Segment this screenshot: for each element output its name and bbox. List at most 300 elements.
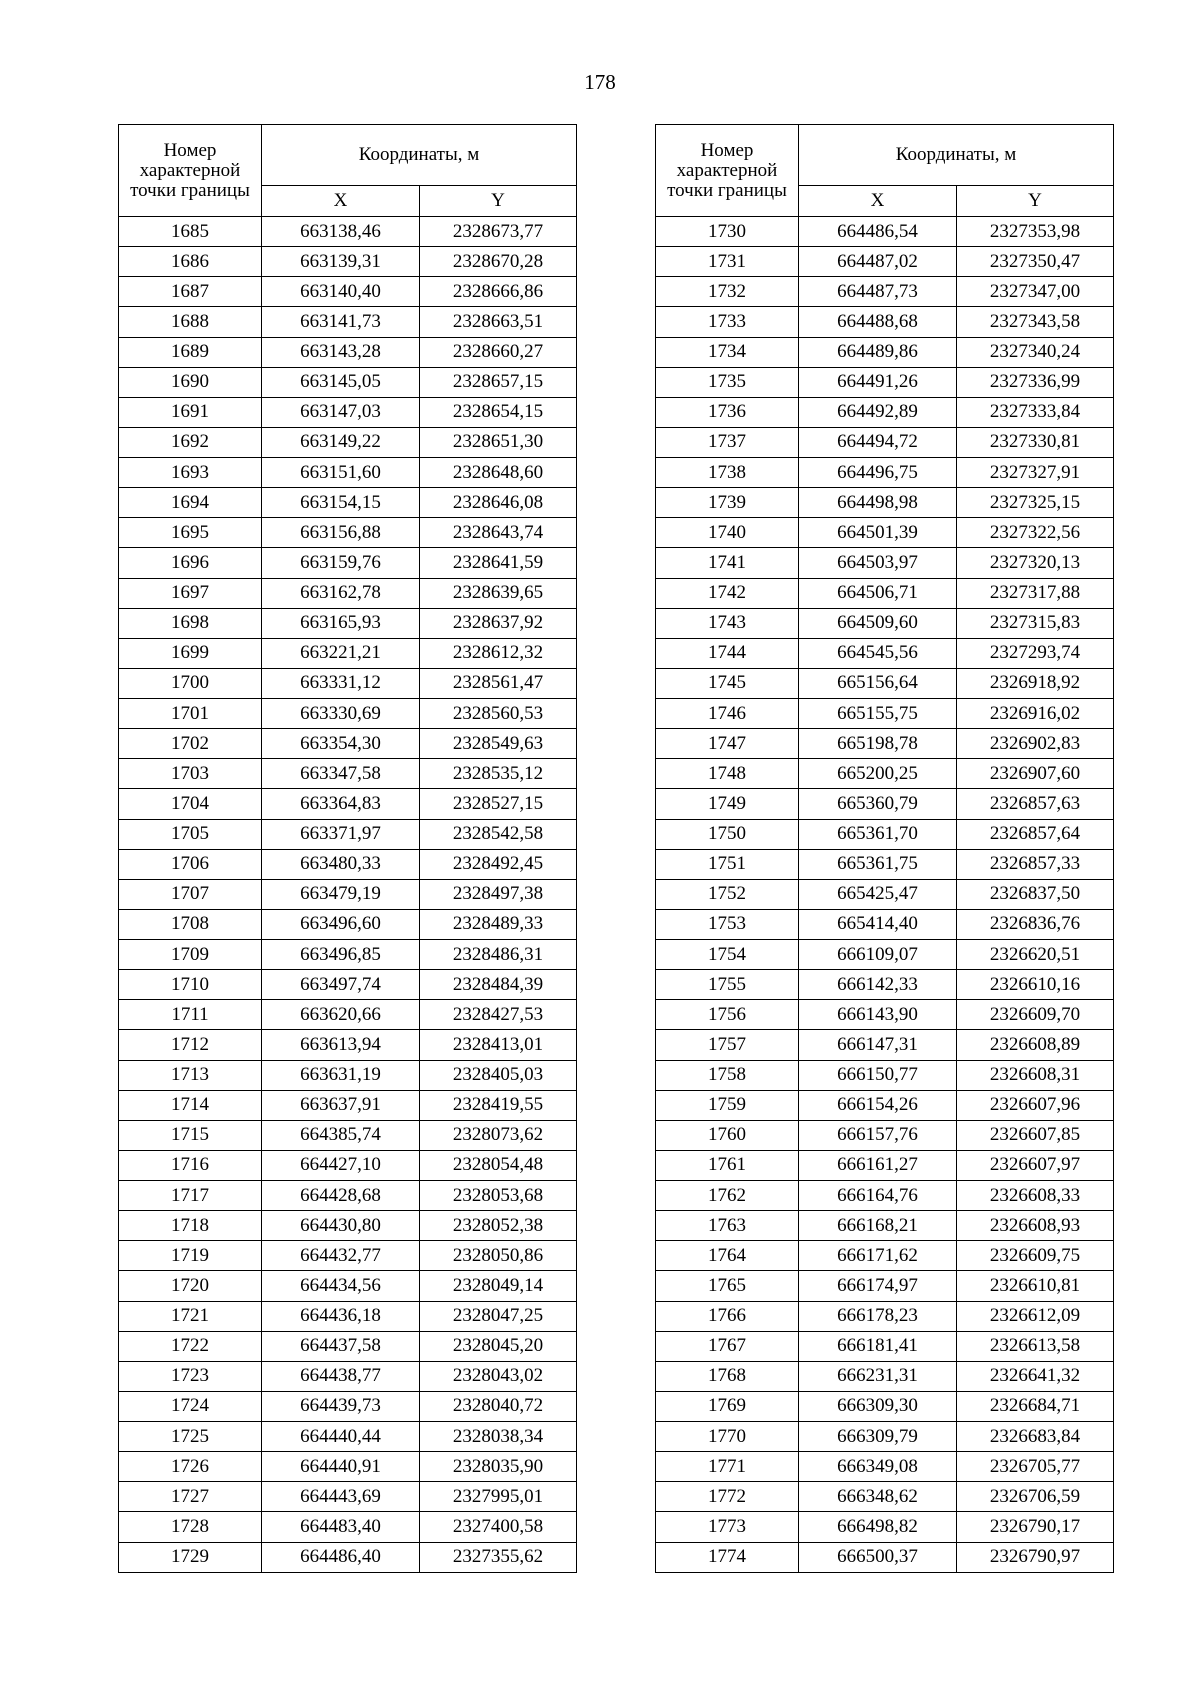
- table-row: [656, 1181, 1114, 1211]
- table-row: [119, 1422, 577, 1452]
- x-coordinate-cell: 663364,83: [262, 789, 420, 819]
- x-coordinate-cell: 664487,02: [799, 247, 957, 277]
- point-number-cell: 1737: [656, 427, 799, 457]
- y-coordinate-cell: 2328413,01: [420, 1030, 577, 1060]
- x-coordinate-cell: 666171,62: [799, 1241, 957, 1271]
- table-row: [119, 1331, 577, 1361]
- table-row: [656, 759, 1114, 789]
- point-number-cell: 1751: [656, 849, 799, 879]
- point-number-cell: 1692: [119, 427, 262, 457]
- x-coordinate-cell: 666143,90: [799, 1000, 957, 1030]
- table-row: [656, 548, 1114, 578]
- y-coordinate-cell: 2326607,85: [957, 1120, 1114, 1150]
- x-coordinate-cell: 663151,60: [262, 458, 420, 488]
- point-number-cell: 1771: [656, 1452, 799, 1482]
- y-coordinate-cell: 2328047,25: [420, 1301, 577, 1331]
- x-coordinate-cell: 666161,27: [799, 1150, 957, 1180]
- y-coordinate-cell: 2328073,62: [420, 1120, 577, 1150]
- table-row: [119, 819, 577, 849]
- y-coordinate-cell: 2328542,58: [420, 819, 577, 849]
- x-coordinate-cell: 665200,25: [799, 759, 957, 789]
- table-row: [656, 879, 1114, 909]
- x-coordinate-cell: 665360,79: [799, 789, 957, 819]
- table-row: [656, 849, 1114, 879]
- table-row: [119, 1090, 577, 1120]
- table-row: [119, 488, 577, 518]
- y-coordinate-cell: 2328663,51: [420, 307, 577, 337]
- table-row: [119, 638, 577, 668]
- x-coordinate-cell: 664486,40: [262, 1542, 420, 1572]
- table-row: [656, 1271, 1114, 1301]
- x-coordinate-cell: 666109,07: [799, 940, 957, 970]
- y-coordinate-cell: 2327343,58: [957, 307, 1114, 337]
- y-coordinate-cell: 2327315,83: [957, 608, 1114, 638]
- point-number-cell: 1707: [119, 879, 262, 909]
- table-row: [656, 1482, 1114, 1512]
- x-coordinate-cell: 666157,76: [799, 1120, 957, 1150]
- y-coordinate-cell: 2327327,91: [957, 458, 1114, 488]
- table-row: [119, 699, 577, 729]
- coordinates-table-right: [655, 124, 1114, 1573]
- y-coordinate-cell: 2328646,08: [420, 488, 577, 518]
- table-row: [119, 1542, 577, 1572]
- x-coordinate-cell: 666174,97: [799, 1271, 957, 1301]
- x-coordinate-cell: 663165,93: [262, 608, 420, 638]
- x-coordinate-cell: 663347,58: [262, 759, 420, 789]
- y-coordinate-cell: 2328038,34: [420, 1422, 577, 1452]
- y-coordinate-cell: 2328657,15: [420, 367, 577, 397]
- point-number-cell: 1719: [119, 1241, 262, 1271]
- point-number-cell: 1761: [656, 1150, 799, 1180]
- point-number-cell: 1738: [656, 458, 799, 488]
- point-number-cell: 1711: [119, 1000, 262, 1030]
- y-coordinate-cell: 2328641,59: [420, 548, 577, 578]
- table-row: [119, 759, 577, 789]
- table-row: [656, 1090, 1114, 1120]
- point-number-cell: 1704: [119, 789, 262, 819]
- point-number-cell: 1770: [656, 1422, 799, 1452]
- x-coordinate-cell: 663480,33: [262, 849, 420, 879]
- point-number-cell: 1763: [656, 1211, 799, 1241]
- point-number-cell: 1773: [656, 1512, 799, 1542]
- point-number-cell: 1749: [656, 789, 799, 819]
- point-number-cell: 1697: [119, 578, 262, 608]
- table-row: [656, 1241, 1114, 1271]
- header-x: X: [799, 186, 957, 217]
- table-row: [656, 458, 1114, 488]
- x-coordinate-cell: 664486,54: [799, 217, 957, 247]
- point-number-cell: 1756: [656, 1000, 799, 1030]
- x-coordinate-cell: 665425,47: [799, 879, 957, 909]
- table-row: [656, 397, 1114, 427]
- table-body: [656, 217, 1114, 1573]
- table-row: [119, 277, 577, 307]
- y-coordinate-cell: 2326857,63: [957, 789, 1114, 819]
- x-coordinate-cell: 666168,21: [799, 1211, 957, 1241]
- table-row: [656, 970, 1114, 1000]
- table-row: [656, 247, 1114, 277]
- x-coordinate-cell: 663162,78: [262, 578, 420, 608]
- x-coordinate-cell: 663147,03: [262, 397, 420, 427]
- header-coordinates: Координаты, м: [262, 125, 577, 186]
- x-coordinate-cell: 664430,80: [262, 1211, 420, 1241]
- y-coordinate-cell: 2326790,17: [957, 1512, 1114, 1542]
- y-coordinate-cell: 2327340,24: [957, 337, 1114, 367]
- point-number-cell: 1694: [119, 488, 262, 518]
- point-number-cell: 1735: [656, 367, 799, 397]
- y-coordinate-cell: 2328427,53: [420, 1000, 577, 1030]
- point-number-cell: 1713: [119, 1060, 262, 1090]
- x-coordinate-cell: 665361,75: [799, 849, 957, 879]
- x-coordinate-cell: 663497,74: [262, 970, 420, 1000]
- point-number-cell: 1700: [119, 668, 262, 698]
- table-row: [119, 1030, 577, 1060]
- x-coordinate-cell: 666348,62: [799, 1482, 957, 1512]
- y-coordinate-cell: 2327347,00: [957, 277, 1114, 307]
- point-number-cell: 1733: [656, 307, 799, 337]
- x-coordinate-cell: 664509,60: [799, 608, 957, 638]
- y-coordinate-cell: 2326610,16: [957, 970, 1114, 1000]
- table-row: [119, 548, 577, 578]
- x-coordinate-cell: 664434,56: [262, 1271, 420, 1301]
- y-coordinate-cell: 2326684,71: [957, 1391, 1114, 1421]
- y-coordinate-cell: 2326916,02: [957, 699, 1114, 729]
- table-row: [119, 337, 577, 367]
- y-coordinate-cell: 2326613,58: [957, 1331, 1114, 1361]
- x-coordinate-cell: 663637,91: [262, 1090, 420, 1120]
- x-coordinate-cell: 663479,19: [262, 879, 420, 909]
- point-number-cell: 1709: [119, 940, 262, 970]
- y-coordinate-cell: 2327325,15: [957, 488, 1114, 518]
- x-coordinate-cell: 663149,22: [262, 427, 420, 457]
- x-coordinate-cell: 666309,30: [799, 1391, 957, 1421]
- point-number-cell: 1720: [119, 1271, 262, 1301]
- table-row: [119, 1000, 577, 1030]
- table-row: [119, 668, 577, 698]
- y-coordinate-cell: 2326607,97: [957, 1150, 1114, 1180]
- table-row: [656, 488, 1114, 518]
- x-coordinate-cell: 666154,26: [799, 1090, 957, 1120]
- point-number-cell: 1728: [119, 1512, 262, 1542]
- table-row: [119, 1241, 577, 1271]
- header-point-number: Номер характерной точки границы: [119, 125, 262, 217]
- y-coordinate-cell: 2327333,84: [957, 397, 1114, 427]
- table-row: [119, 970, 577, 1000]
- table-row: [119, 608, 577, 638]
- point-number-cell: 1722: [119, 1331, 262, 1361]
- y-coordinate-cell: 2328050,86: [420, 1241, 577, 1271]
- y-coordinate-cell: 2328535,12: [420, 759, 577, 789]
- point-number-cell: 1698: [119, 608, 262, 638]
- x-coordinate-cell: 664489,86: [799, 337, 957, 367]
- table-row: [119, 1211, 577, 1241]
- point-number-cell: 1693: [119, 458, 262, 488]
- x-coordinate-cell: 666164,76: [799, 1181, 957, 1211]
- point-number-cell: 1757: [656, 1030, 799, 1060]
- table-row: [656, 337, 1114, 367]
- point-number-cell: 1725: [119, 1422, 262, 1452]
- y-coordinate-cell: 2328045,20: [420, 1331, 577, 1361]
- x-coordinate-cell: 664501,39: [799, 518, 957, 548]
- y-coordinate-cell: 2328561,47: [420, 668, 577, 698]
- table-row: [119, 1181, 577, 1211]
- point-number-cell: 1762: [656, 1181, 799, 1211]
- table-row: [656, 367, 1114, 397]
- y-coordinate-cell: 2326837,50: [957, 879, 1114, 909]
- table-row: [656, 518, 1114, 548]
- table-row: [119, 1301, 577, 1331]
- x-coordinate-cell: 663143,28: [262, 337, 420, 367]
- x-coordinate-cell: 663156,88: [262, 518, 420, 548]
- table-row: [119, 1361, 577, 1391]
- table-row: [119, 1452, 577, 1482]
- table-row: [656, 1512, 1114, 1542]
- x-coordinate-cell: 664494,72: [799, 427, 957, 457]
- table-row: [656, 1391, 1114, 1421]
- y-coordinate-cell: 2326612,09: [957, 1301, 1114, 1331]
- table-row: [119, 1391, 577, 1421]
- x-coordinate-cell: 663154,15: [262, 488, 420, 518]
- point-number-cell: 1745: [656, 668, 799, 698]
- table-row: [119, 1150, 577, 1180]
- x-coordinate-cell: 666181,41: [799, 1331, 957, 1361]
- x-coordinate-cell: 663140,40: [262, 277, 420, 307]
- y-coordinate-cell: 2327350,47: [957, 247, 1114, 277]
- x-coordinate-cell: 663139,31: [262, 247, 420, 277]
- table-row: [656, 699, 1114, 729]
- point-number-cell: 1760: [656, 1120, 799, 1150]
- x-coordinate-cell: 663371,97: [262, 819, 420, 849]
- point-number-cell: 1721: [119, 1301, 262, 1331]
- x-coordinate-cell: 663331,12: [262, 668, 420, 698]
- table-row: [656, 217, 1114, 247]
- x-coordinate-cell: 664496,75: [799, 458, 957, 488]
- y-coordinate-cell: 2327293,74: [957, 638, 1114, 668]
- point-number-cell: 1746: [656, 699, 799, 729]
- y-coordinate-cell: 2326907,60: [957, 759, 1114, 789]
- y-coordinate-cell: 2328527,15: [420, 789, 577, 819]
- y-coordinate-cell: 2326705,77: [957, 1452, 1114, 1482]
- x-coordinate-cell: 666231,31: [799, 1361, 957, 1391]
- point-number-cell: 1716: [119, 1150, 262, 1180]
- y-coordinate-cell: 2328405,03: [420, 1060, 577, 1090]
- y-coordinate-cell: 2328043,02: [420, 1361, 577, 1391]
- table-row: [656, 277, 1114, 307]
- point-number-cell: 1750: [656, 819, 799, 849]
- table-row: [119, 940, 577, 970]
- x-coordinate-cell: 664488,68: [799, 307, 957, 337]
- table-row: [119, 1271, 577, 1301]
- point-number-cell: 1714: [119, 1090, 262, 1120]
- x-coordinate-cell: 664545,56: [799, 638, 957, 668]
- table-row: [656, 1211, 1114, 1241]
- table-body: [119, 217, 577, 1573]
- y-coordinate-cell: 2327355,62: [420, 1542, 577, 1572]
- point-number-cell: 1696: [119, 548, 262, 578]
- point-number-cell: 1731: [656, 247, 799, 277]
- point-number-cell: 1691: [119, 397, 262, 427]
- table-row: [119, 909, 577, 939]
- table-row: [119, 1120, 577, 1150]
- y-coordinate-cell: 2328052,38: [420, 1211, 577, 1241]
- point-number-cell: 1754: [656, 940, 799, 970]
- x-coordinate-cell: 666500,37: [799, 1542, 957, 1572]
- y-coordinate-cell: 2328654,15: [420, 397, 577, 427]
- point-number-cell: 1687: [119, 277, 262, 307]
- point-number-cell: 1730: [656, 217, 799, 247]
- point-number-cell: 1695: [119, 518, 262, 548]
- table-row: [656, 1030, 1114, 1060]
- x-coordinate-cell: 664487,73: [799, 277, 957, 307]
- table-row: [656, 307, 1114, 337]
- point-number-cell: 1747: [656, 729, 799, 759]
- y-coordinate-cell: 2326608,33: [957, 1181, 1114, 1211]
- point-number-cell: 1741: [656, 548, 799, 578]
- point-number-cell: 1740: [656, 518, 799, 548]
- table-row: [656, 1422, 1114, 1452]
- x-coordinate-cell: 666150,77: [799, 1060, 957, 1090]
- x-coordinate-cell: 664385,74: [262, 1120, 420, 1150]
- x-coordinate-cell: 663138,46: [262, 217, 420, 247]
- point-number-cell: 1726: [119, 1452, 262, 1482]
- point-number-cell: 1742: [656, 578, 799, 608]
- x-coordinate-cell: 663613,94: [262, 1030, 420, 1060]
- y-coordinate-cell: 2327400,58: [420, 1512, 577, 1542]
- point-number-cell: 1685: [119, 217, 262, 247]
- y-coordinate-cell: 2328054,48: [420, 1150, 577, 1180]
- x-coordinate-cell: 666142,33: [799, 970, 957, 1000]
- y-coordinate-cell: 2326918,92: [957, 668, 1114, 698]
- table-row: [119, 217, 577, 247]
- y-coordinate-cell: 2327336,99: [957, 367, 1114, 397]
- point-number-cell: 1752: [656, 879, 799, 909]
- y-coordinate-cell: 2326683,84: [957, 1422, 1114, 1452]
- y-coordinate-cell: 2327330,81: [957, 427, 1114, 457]
- table-row: [119, 729, 577, 759]
- point-number-cell: 1708: [119, 909, 262, 939]
- point-number-cell: 1767: [656, 1331, 799, 1361]
- table-row: [119, 458, 577, 488]
- page-number: 178: [584, 70, 616, 94]
- table-row: [119, 578, 577, 608]
- y-coordinate-cell: 2327322,56: [957, 518, 1114, 548]
- x-coordinate-cell: 663221,21: [262, 638, 420, 668]
- x-coordinate-cell: 664432,77: [262, 1241, 420, 1271]
- x-coordinate-cell: 664498,98: [799, 488, 957, 518]
- y-coordinate-cell: 2326857,33: [957, 849, 1114, 879]
- y-coordinate-cell: 2328040,72: [420, 1391, 577, 1421]
- point-number-cell: 1699: [119, 638, 262, 668]
- point-number-cell: 1768: [656, 1361, 799, 1391]
- y-coordinate-cell: 2328419,55: [420, 1090, 577, 1120]
- table-row: [656, 789, 1114, 819]
- point-number-cell: 1766: [656, 1301, 799, 1331]
- y-coordinate-cell: 2328651,30: [420, 427, 577, 457]
- table-row: [119, 397, 577, 427]
- x-coordinate-cell: 666498,82: [799, 1512, 957, 1542]
- point-number-cell: 1701: [119, 699, 262, 729]
- table-row: [656, 638, 1114, 668]
- table-row: [656, 1120, 1114, 1150]
- x-coordinate-cell: 663496,60: [262, 909, 420, 939]
- table-row: [656, 1542, 1114, 1572]
- table-row: [656, 668, 1114, 698]
- x-coordinate-cell: 663631,19: [262, 1060, 420, 1090]
- table-row: [119, 367, 577, 397]
- y-coordinate-cell: 2326608,89: [957, 1030, 1114, 1060]
- y-coordinate-cell: 2328486,31: [420, 940, 577, 970]
- y-coordinate-cell: 2326608,31: [957, 1060, 1114, 1090]
- y-coordinate-cell: 2328639,65: [420, 578, 577, 608]
- x-coordinate-cell: 663141,73: [262, 307, 420, 337]
- point-number-cell: 1727: [119, 1482, 262, 1512]
- y-coordinate-cell: 2328660,27: [420, 337, 577, 367]
- x-coordinate-cell: 664438,77: [262, 1361, 420, 1391]
- point-number-cell: 1690: [119, 367, 262, 397]
- y-coordinate-cell: 2326706,59: [957, 1482, 1114, 1512]
- x-coordinate-cell: 664428,68: [262, 1181, 420, 1211]
- table-row: [119, 1060, 577, 1090]
- y-coordinate-cell: 2328670,28: [420, 247, 577, 277]
- header-y: Y: [420, 186, 577, 217]
- y-coordinate-cell: 2328492,45: [420, 849, 577, 879]
- x-coordinate-cell: 665414,40: [799, 909, 957, 939]
- y-coordinate-cell: 2328648,60: [420, 458, 577, 488]
- x-coordinate-cell: 664443,69: [262, 1482, 420, 1512]
- point-number-cell: 1765: [656, 1271, 799, 1301]
- table-row: [656, 909, 1114, 939]
- y-coordinate-cell: 2326836,76: [957, 909, 1114, 939]
- x-coordinate-cell: 664492,89: [799, 397, 957, 427]
- point-number-cell: 1753: [656, 909, 799, 939]
- point-number-cell: 1724: [119, 1391, 262, 1421]
- table-row: [656, 819, 1114, 849]
- y-coordinate-cell: 2327353,98: [957, 217, 1114, 247]
- point-number-cell: 1686: [119, 247, 262, 277]
- y-coordinate-cell: 2326608,93: [957, 1211, 1114, 1241]
- x-coordinate-cell: 663496,85: [262, 940, 420, 970]
- x-coordinate-cell: 666178,23: [799, 1301, 957, 1331]
- point-number-cell: 1743: [656, 608, 799, 638]
- y-coordinate-cell: 2326857,64: [957, 819, 1114, 849]
- x-coordinate-cell: 663330,69: [262, 699, 420, 729]
- x-coordinate-cell: 664506,71: [799, 578, 957, 608]
- y-coordinate-cell: 2327317,88: [957, 578, 1114, 608]
- point-number-cell: 1703: [119, 759, 262, 789]
- header-y: Y: [957, 186, 1114, 217]
- y-coordinate-cell: 2328049,14: [420, 1271, 577, 1301]
- table-row: [656, 940, 1114, 970]
- table-row: [119, 427, 577, 457]
- y-coordinate-cell: 2326609,70: [957, 1000, 1114, 1030]
- x-coordinate-cell: 666309,79: [799, 1422, 957, 1452]
- y-coordinate-cell: 2326620,51: [957, 940, 1114, 970]
- y-coordinate-cell: 2327320,13: [957, 548, 1114, 578]
- point-number-cell: 1732: [656, 277, 799, 307]
- y-coordinate-cell: 2328612,32: [420, 638, 577, 668]
- y-coordinate-cell: 2328484,39: [420, 970, 577, 1000]
- y-coordinate-cell: 2328035,90: [420, 1452, 577, 1482]
- header-coordinates: Координаты, м: [799, 125, 1114, 186]
- point-number-cell: 1736: [656, 397, 799, 427]
- y-coordinate-cell: 2327995,01: [420, 1482, 577, 1512]
- table-row: [656, 1150, 1114, 1180]
- table-row: [656, 427, 1114, 457]
- point-number-cell: 1702: [119, 729, 262, 759]
- x-coordinate-cell: 663145,05: [262, 367, 420, 397]
- point-number-cell: 1764: [656, 1241, 799, 1271]
- x-coordinate-cell: 664503,97: [799, 548, 957, 578]
